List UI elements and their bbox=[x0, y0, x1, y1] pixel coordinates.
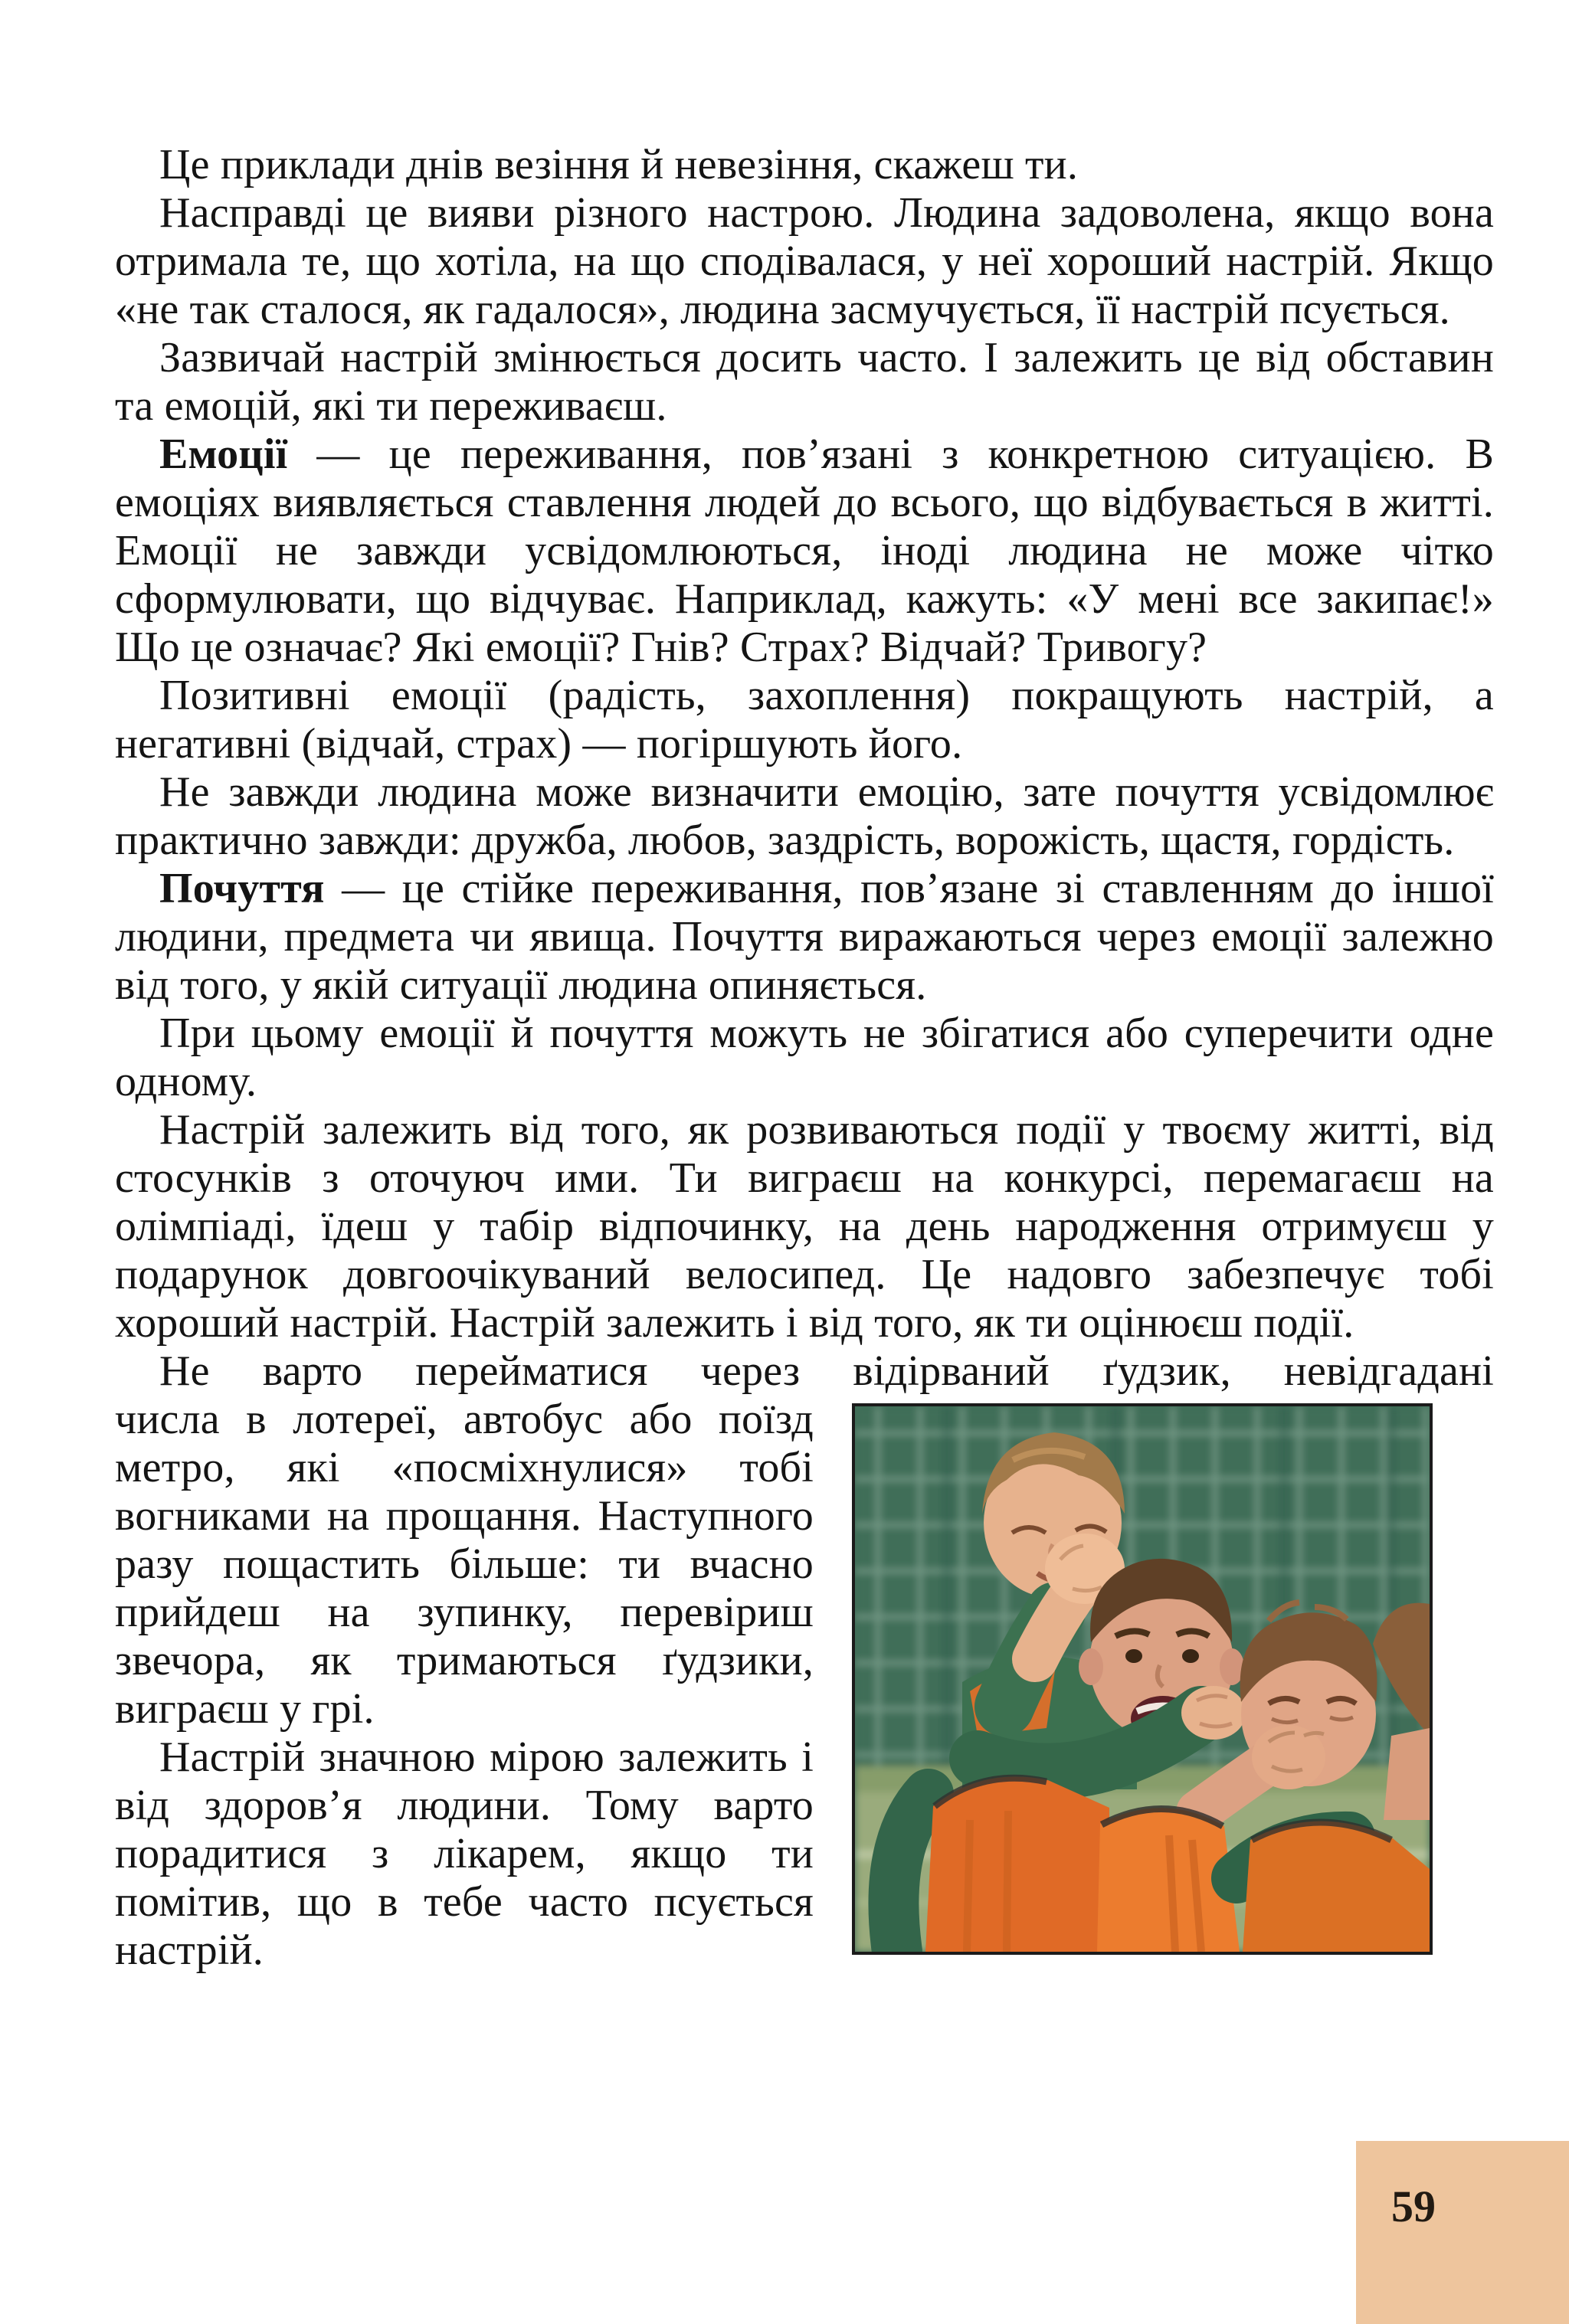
paragraph-3 bbox=[115, 334, 1494, 430]
paragraph-text: Зазвичай настрій змінюється досить часто. І залежить це від обставин та емоцій, які ти переживаєш. bbox=[115, 334, 1494, 430]
paragraph-text: — це стійке переживання, пов’язане зі ставленням до іншої людини, предмета чи явища. Почуття виражаються через емоції залежно від того, у якій ситуації людина опиняється. bbox=[115, 865, 1494, 1009]
celebration-photo-illustration bbox=[855, 1406, 1430, 1952]
term-emotions: Емоції bbox=[159, 430, 288, 478]
paragraph-2 bbox=[115, 189, 1494, 334]
paragraph-11: Настрій значною мірою залежить і від здоров’я людини. Тому варто порадитися з лікарем, якщо ти помітив, що в тебе часто псується настрій. bbox=[115, 1733, 814, 1974]
page-number-box bbox=[1356, 2141, 1569, 2324]
article-text bbox=[115, 141, 1494, 1988]
paragraph-text: Насправді це вияви різного настрою. Людина задоволена, якщо вона отримала те, що хотіла, на що сподівалася, у неї хороший настрій. Якщо «не так сталося, як гадалося», людина засмучується, її настрій псується. bbox=[115, 189, 1494, 333]
paragraph-text: Настрій залежить від того, як розвиваються події у твоєму житті, від стосунків з оточуюч ими. Ти виграєш на конкурсі, перемагаєш на олімпіаді, їдеш у табір відпочинку, на день народження отримуєш у подарунок довгоочікуваний велосипед. Це надовго забезпечує тобі хороший настрій. Настрій залежить і від того, як ти оцінюєш події. bbox=[115, 1106, 1494, 1347]
paragraph-6 bbox=[115, 768, 1494, 865]
paragraph-9 bbox=[115, 1106, 1494, 1347]
page-number: 59 bbox=[1391, 2182, 1436, 2231]
paragraph-text: — це переживання, пов’язані з конкретною ситуацією. В емоціях виявляється ставлення людей до всього, що відбувається в житті. Емоції не завжди усвідомлюються, іноді людина не може чітко сформулювати, що відчуває. Наприклад, кажуть: «У мені все закипає!» Що це означає? Які емоції? Гнів? Страх? Відчай? Тривогу? bbox=[115, 430, 1494, 671]
paragraph-10-continuation: числа в лотереї, автобус або поїзд метро, які «посміхнулися» тобі вогниками на прощання. Наступного разу пощастить більше: ти вчасно прийдеш на зупинку, перевіриш звечора, як тримаються ґудзики, виграєш у грі. bbox=[115, 1396, 814, 1733]
paragraph-1 bbox=[115, 141, 1494, 189]
celebration-photo bbox=[852, 1403, 1433, 1955]
paragraph-7-feelings-definition bbox=[115, 865, 1494, 1010]
paragraph-10-first-line: Не варто перейматися через відірваний ґудзик, невідгадані bbox=[159, 1347, 1494, 1395]
term-feelings: Почуття bbox=[159, 865, 325, 912]
paragraph-8 bbox=[115, 1010, 1494, 1106]
paragraph-text: При цьому емоції й почуття можуть не збігатися або суперечити одне одному. bbox=[115, 1010, 1494, 1105]
paragraph-5 bbox=[115, 672, 1494, 768]
paragraph-text: Не завжди людина може визначити емоцію, зате почуття усвідомлює практично завжди: дружба, любов, заздрість, ворожість, щастя, гордість. bbox=[115, 768, 1494, 864]
paragraph-text: Позитивні емоції (радість, захоплення) покращують настрій, а негативні (відчай, страх) — погіршують його. bbox=[115, 672, 1494, 768]
paragraph-4-emotions-definition bbox=[115, 430, 1494, 672]
paragraph-text: Це приклади днів везіння й невезіння, скажеш ти. bbox=[159, 141, 1079, 188]
